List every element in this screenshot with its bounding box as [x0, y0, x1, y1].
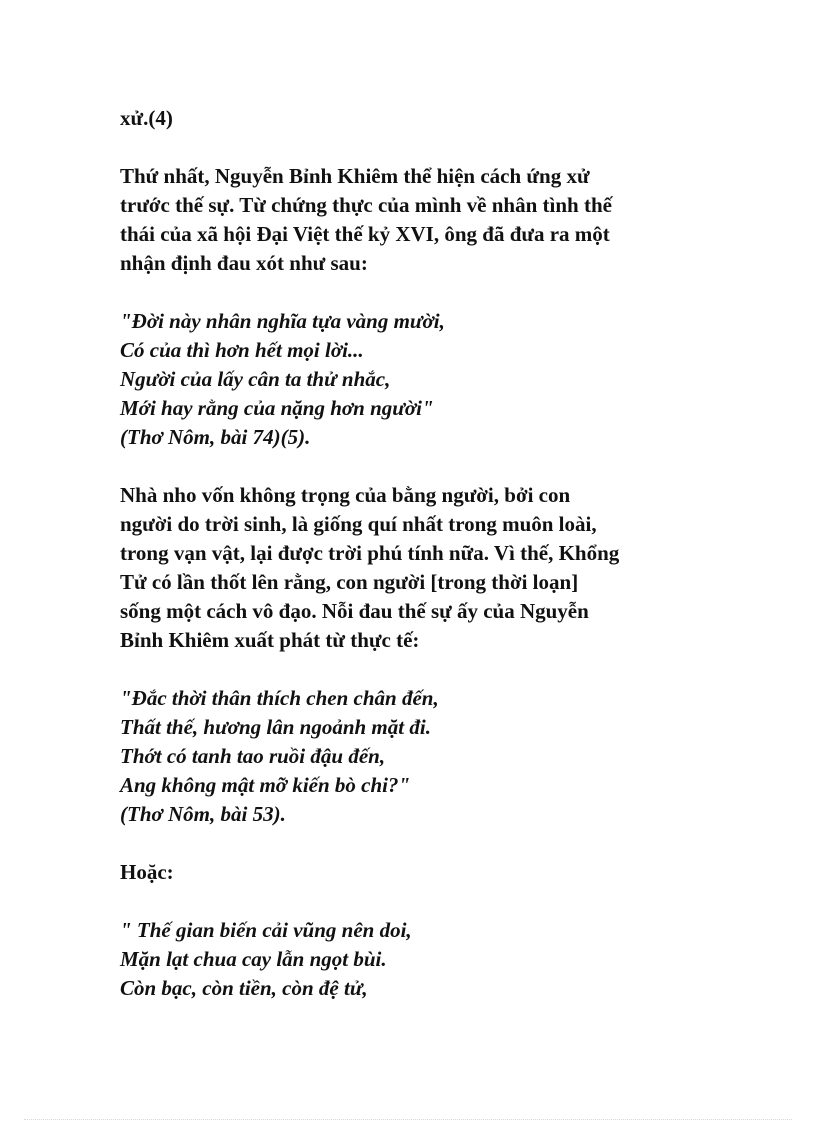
poem-citation: (Thơ Nôm, bài 74)(5).	[120, 425, 311, 449]
poem-line: Thất thế, hương lân ngoảnh mặt đi.	[120, 715, 431, 739]
poem-line: Thớt có tanh tao ruồi đậu đến,	[120, 744, 386, 768]
paragraph-line: Bỉnh Khiêm xuất phát từ thực tế:	[120, 628, 420, 652]
paragraph-1	[120, 162, 720, 278]
poem-quote-2	[120, 684, 720, 829]
poem-line: Người của lấy cân ta thử nhắc,	[120, 367, 391, 391]
document-body	[120, 104, 720, 1003]
paragraph-2	[120, 481, 720, 655]
paragraph-3: Hoặc:	[120, 860, 174, 884]
paragraph-line: trước thế sự. Từ chứng thực của mình về nhân tình thế	[120, 193, 612, 217]
poem-line: "Đời này nhân nghĩa tựa vàng mười,	[120, 309, 445, 333]
paragraph-line: Thứ nhất, Nguyễn Bỉnh Khiêm thể hiện cách ứng xử	[120, 164, 590, 188]
paragraph-line: sống một cách vô đạo. Nỗi đau thế sự ấy của Nguyễn	[120, 599, 589, 623]
poem-quote-3	[120, 916, 720, 1003]
blank-line	[120, 133, 720, 162]
poem-line: Mới hay rằng của nặng hơn người"	[120, 396, 434, 420]
poem-line: " Thế gian biến cải vũng nên doi,	[120, 918, 412, 942]
blank-line	[120, 655, 720, 684]
poem-line: Mặn lạt chua cay lẫn ngọt bùi.	[120, 947, 387, 971]
page-bottom-divider	[24, 1119, 792, 1120]
paragraph-line: nhận định đau xót như sau:	[120, 251, 368, 275]
paragraph-line: trong vạn vật, lại được trời phú tính nữa. Vì thế, Khổng	[120, 541, 620, 565]
poem-line: Ang không mật mỡ kiến bò chi?"	[120, 773, 411, 797]
blank-line	[120, 829, 720, 858]
blank-line	[120, 452, 720, 481]
poem-line: Còn bạc, còn tiền, còn đệ tử,	[120, 976, 368, 1000]
paragraph-line: Nhà nho vốn không trọng của bằng người, bởi con	[120, 483, 571, 507]
paragraph-line: người do trời sinh, là giống quí nhất trong muôn loài,	[120, 512, 597, 536]
poem-citation: (Thơ Nôm, bài 53).	[120, 802, 286, 826]
poem-line: Có của thì hơn hết mọi lời...	[120, 338, 364, 362]
poem-line: "Đắc thời thân thích chen chân đến,	[120, 686, 439, 710]
blank-line	[120, 887, 720, 916]
blank-line	[120, 278, 720, 307]
opening-line: xử.(4)	[120, 106, 173, 130]
poem-quote-1	[120, 307, 720, 452]
paragraph-line: thái của xã hội Đại Việt thế kỷ XVI, ông đã đưa ra một	[120, 222, 610, 246]
paragraph-line: Tử có lần thốt lên rằng, con người [trong thời loạn]	[120, 570, 579, 594]
